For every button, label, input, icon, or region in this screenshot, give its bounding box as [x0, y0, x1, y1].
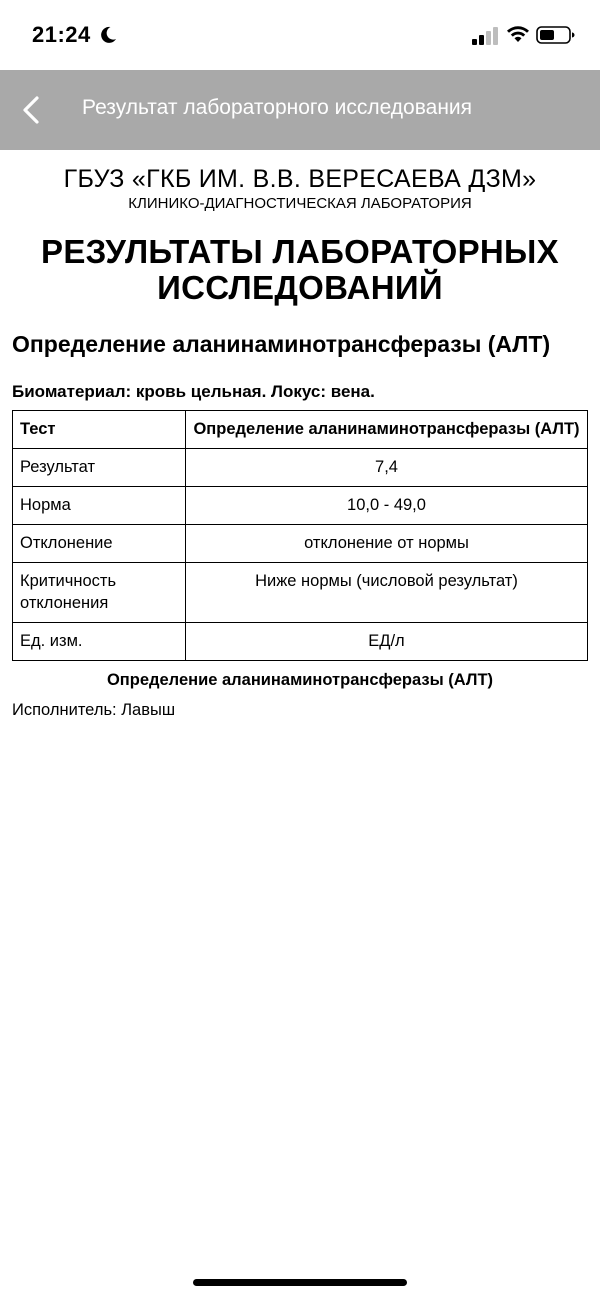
biomaterial-info: Биоматериал: кровь цельная. Локус: вена. [12, 382, 375, 401]
organization-name: ГБУЗ «ГКБ ИМ. В.В. ВЕРЕСАЕВА ДЗМ» [63, 165, 537, 193]
row-label: Результат [13, 449, 186, 487]
row-label: Норма [13, 487, 186, 525]
results-table [12, 410, 588, 661]
table-row [13, 623, 588, 661]
table-header-row [13, 411, 588, 449]
test-heading: Определение аланинаминотрансферазы (АЛТ) [12, 331, 551, 357]
table-row [13, 487, 588, 525]
row-value: Ниже нормы (числовой результат) [186, 563, 588, 623]
row-value: 7,4 [186, 449, 588, 487]
page-title: Результат лабораторного исследования [82, 96, 473, 119]
table-row [13, 449, 588, 487]
footer-test-name: Определение аланинаминотрансферазы (АЛТ) [106, 671, 494, 689]
chevron-left-icon[interactable] [14, 92, 48, 128]
moon-icon [98, 25, 118, 45]
row-value: ЕД/л [186, 623, 588, 661]
wifi-icon [505, 24, 531, 44]
table-row [13, 525, 588, 563]
row-label: Отклонение [13, 525, 186, 563]
document-title: РЕЗУЛЬТАТЫ ЛАБОРАТОРНЫХ ИССЛЕДОВАНИЙ [41, 233, 559, 306]
status-time: 21:24 [32, 22, 91, 47]
table-header-label: Тест [13, 411, 186, 449]
table-header-value: Определение аланинаминотрансферазы (АЛТ) [186, 411, 588, 449]
nav-header [0, 70, 600, 150]
row-label: Критичность отклонения [13, 563, 186, 623]
row-value: отклонение от нормы [186, 525, 588, 563]
table-row [13, 563, 588, 623]
executor-info: Исполнитель: Лавыш [12, 701, 176, 719]
row-label: Ед. изм. [13, 623, 186, 661]
battery-icon [536, 25, 576, 45]
home-indicator[interactable] [193, 1279, 407, 1286]
row-value: 10,0 - 49,0 [186, 487, 588, 525]
document-content [12, 150, 588, 720]
status-bar [0, 0, 600, 70]
laboratory-name: КЛИНИКО-ДИАГНОСТИЧЕСКАЯ ЛАБОРАТОРИЯ [128, 195, 472, 212]
signal-icon [472, 27, 500, 45]
